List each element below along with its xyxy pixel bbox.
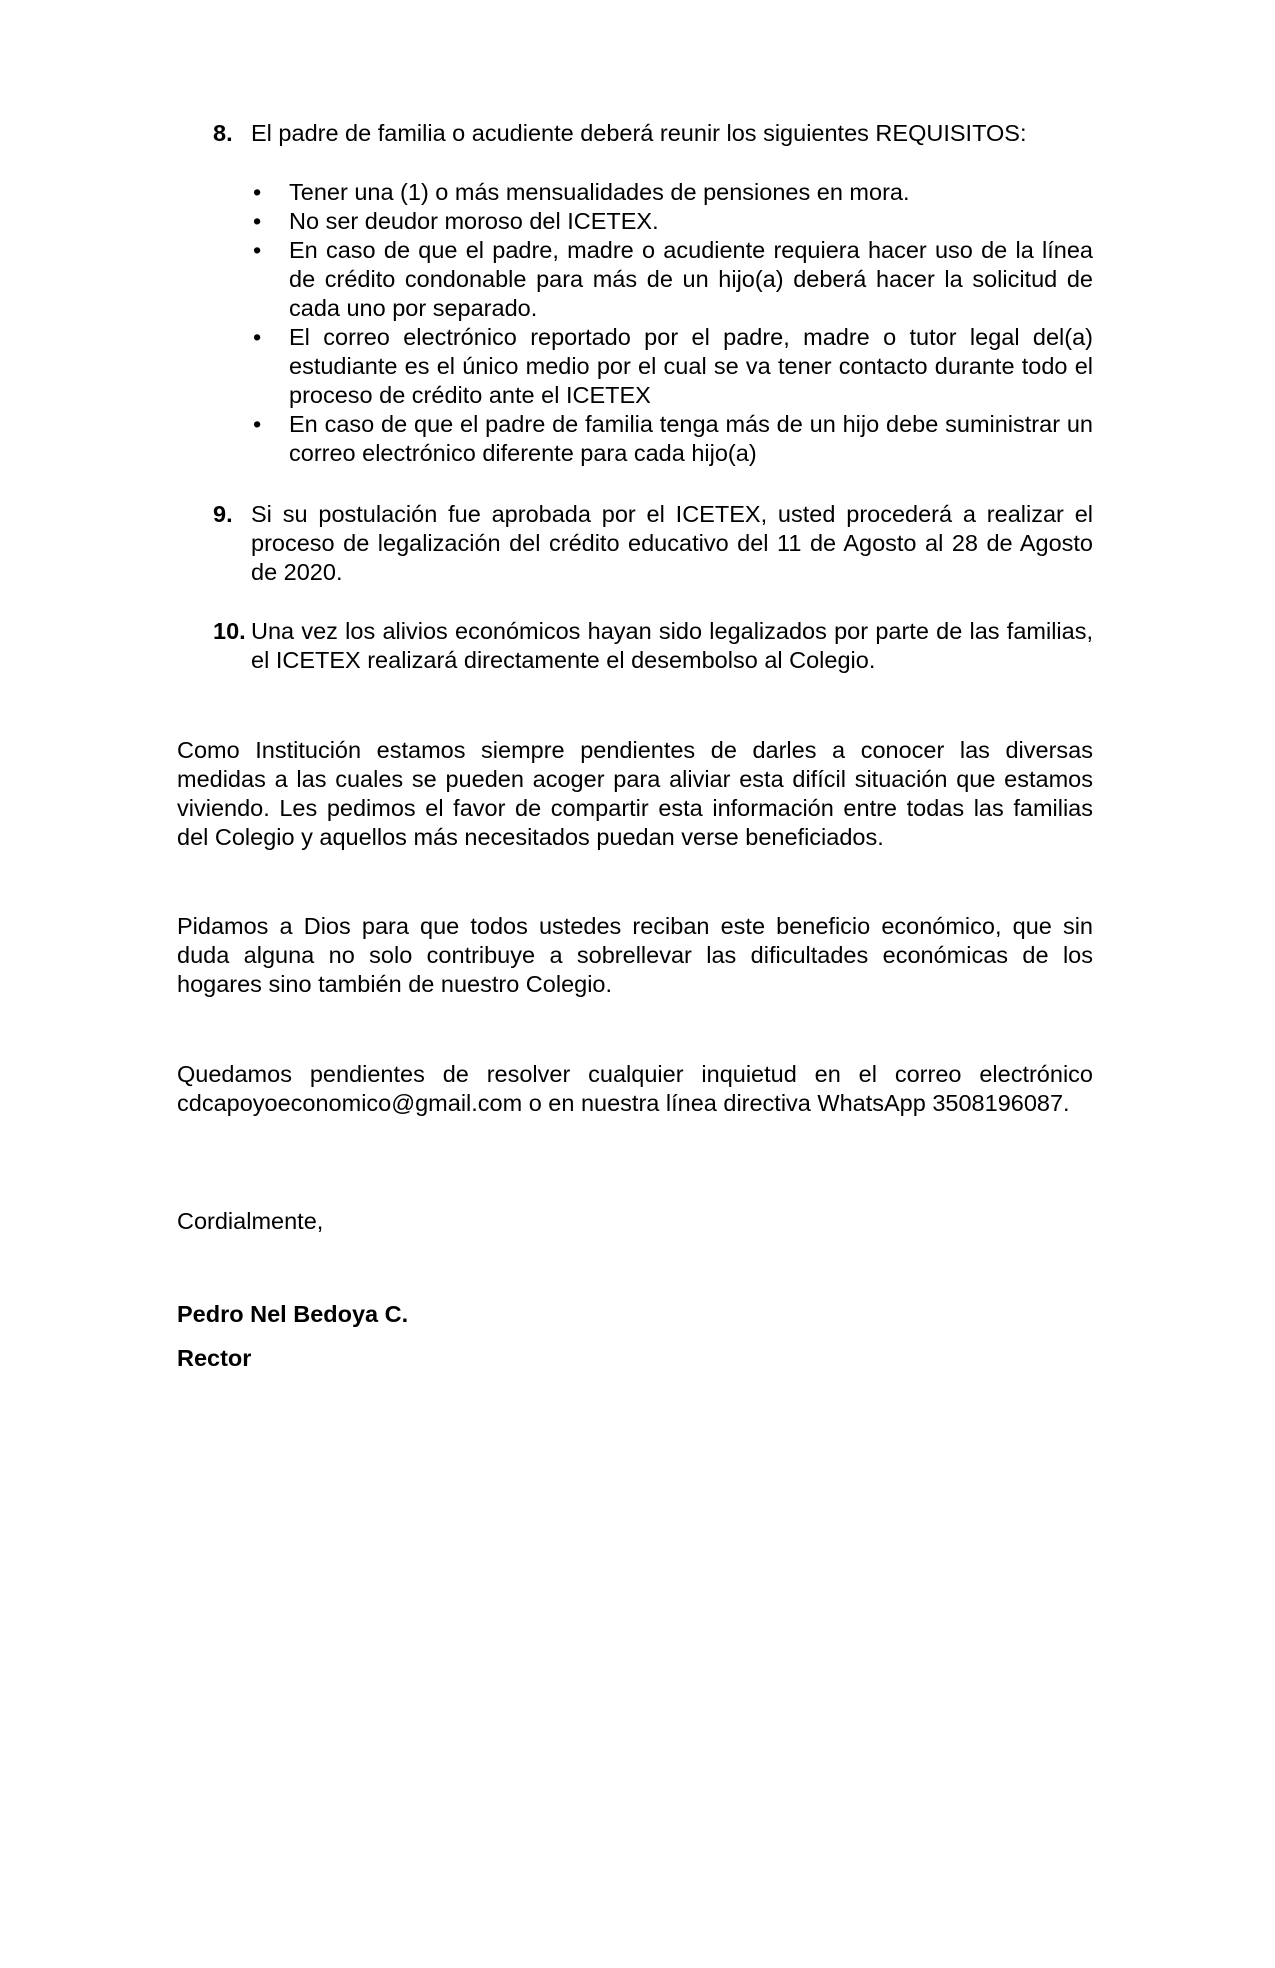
- prayer-paragraph: Pidamos a Dios para que todos ustedes reciban este beneficio económico, que sin duda alguna no solo contribuye a sobrellevar las dificultades económicas de los hogares sino también de nuestro Colegio.: [177, 913, 1093, 997]
- requirement-item: [251, 323, 1093, 410]
- requirement-text: En caso de que el padre, madre o acudiente requiera hacer uso de la línea de crédito condonable para más de un hijo(a) deberá hacer la solicitud de cada uno por separado.: [289, 237, 1093, 321]
- requirement-item: [251, 410, 1093, 468]
- institution-paragraph: Como Institución estamos siempre pendientes de darles a conocer las diversas medidas a las cuales se pueden acoger para aliviar esta difícil situación que estamos viviendo. Les pedimos el favor de compartir esta información entre todas las familias del Colegio y aquellos más necesitados puedan verse beneficiados.: [177, 737, 1093, 850]
- requirement-item: [251, 207, 1093, 236]
- bullet-icon: •: [253, 208, 262, 234]
- requirement-item: [251, 236, 1093, 323]
- item-number: 8.: [213, 120, 233, 146]
- requirements-list: [251, 178, 1093, 468]
- item-number: 9.: [213, 501, 233, 527]
- requirement-text: El correo electrónico reportado por el padre, madre o tutor legal del(a) estudiante es el único medio por el cual se va tener contacto durante todo el proceso de crédito ante el ICETEX: [289, 324, 1093, 408]
- bullet-icon: •: [253, 237, 262, 263]
- requirement-item: [251, 178, 1093, 207]
- contact-paragraph: Quedamos pendientes de resolver cualquier inquietud en el correo electrónico cdcapoyoeconomico@gmail.com o en nuestra línea directiva WhatsApp 3508196087.: [177, 1061, 1093, 1116]
- item-text: Si su postulación fue aprobada por el ICETEX, usted procederá a realizar el proceso de legalización del crédito educativo del 11 de Agosto al 28 de Agosto de 2020.: [251, 501, 1093, 585]
- requirement-text: En caso de que el padre de familia tenga más de un hijo debe suministrar un correo electrónico diferente para cada hijo(a): [289, 411, 1093, 466]
- closing-text: Cordialmente,: [177, 1208, 324, 1234]
- signature-title: Rector: [177, 1345, 252, 1371]
- bullet-icon: •: [253, 179, 262, 205]
- item-number: 10.: [213, 618, 246, 644]
- bullet-icon: •: [253, 411, 262, 437]
- requirement-text: No ser deudor moroso del ICETEX.: [289, 208, 659, 234]
- bullet-icon: •: [253, 324, 262, 350]
- item-text: Una vez los alivios económicos hayan sido legalizados por parte de las familias, el ICETEX realizará directamente el desembolso al Colegio.: [251, 618, 1093, 673]
- item-text: El padre de familia o acudiente deberá reunir los siguientes REQUISITOS:: [251, 120, 1027, 146]
- signature-name: Pedro Nel Bedoya C.: [177, 1301, 409, 1327]
- requirement-text: Tener una (1) o más mensualidades de pensiones en mora.: [289, 179, 910, 205]
